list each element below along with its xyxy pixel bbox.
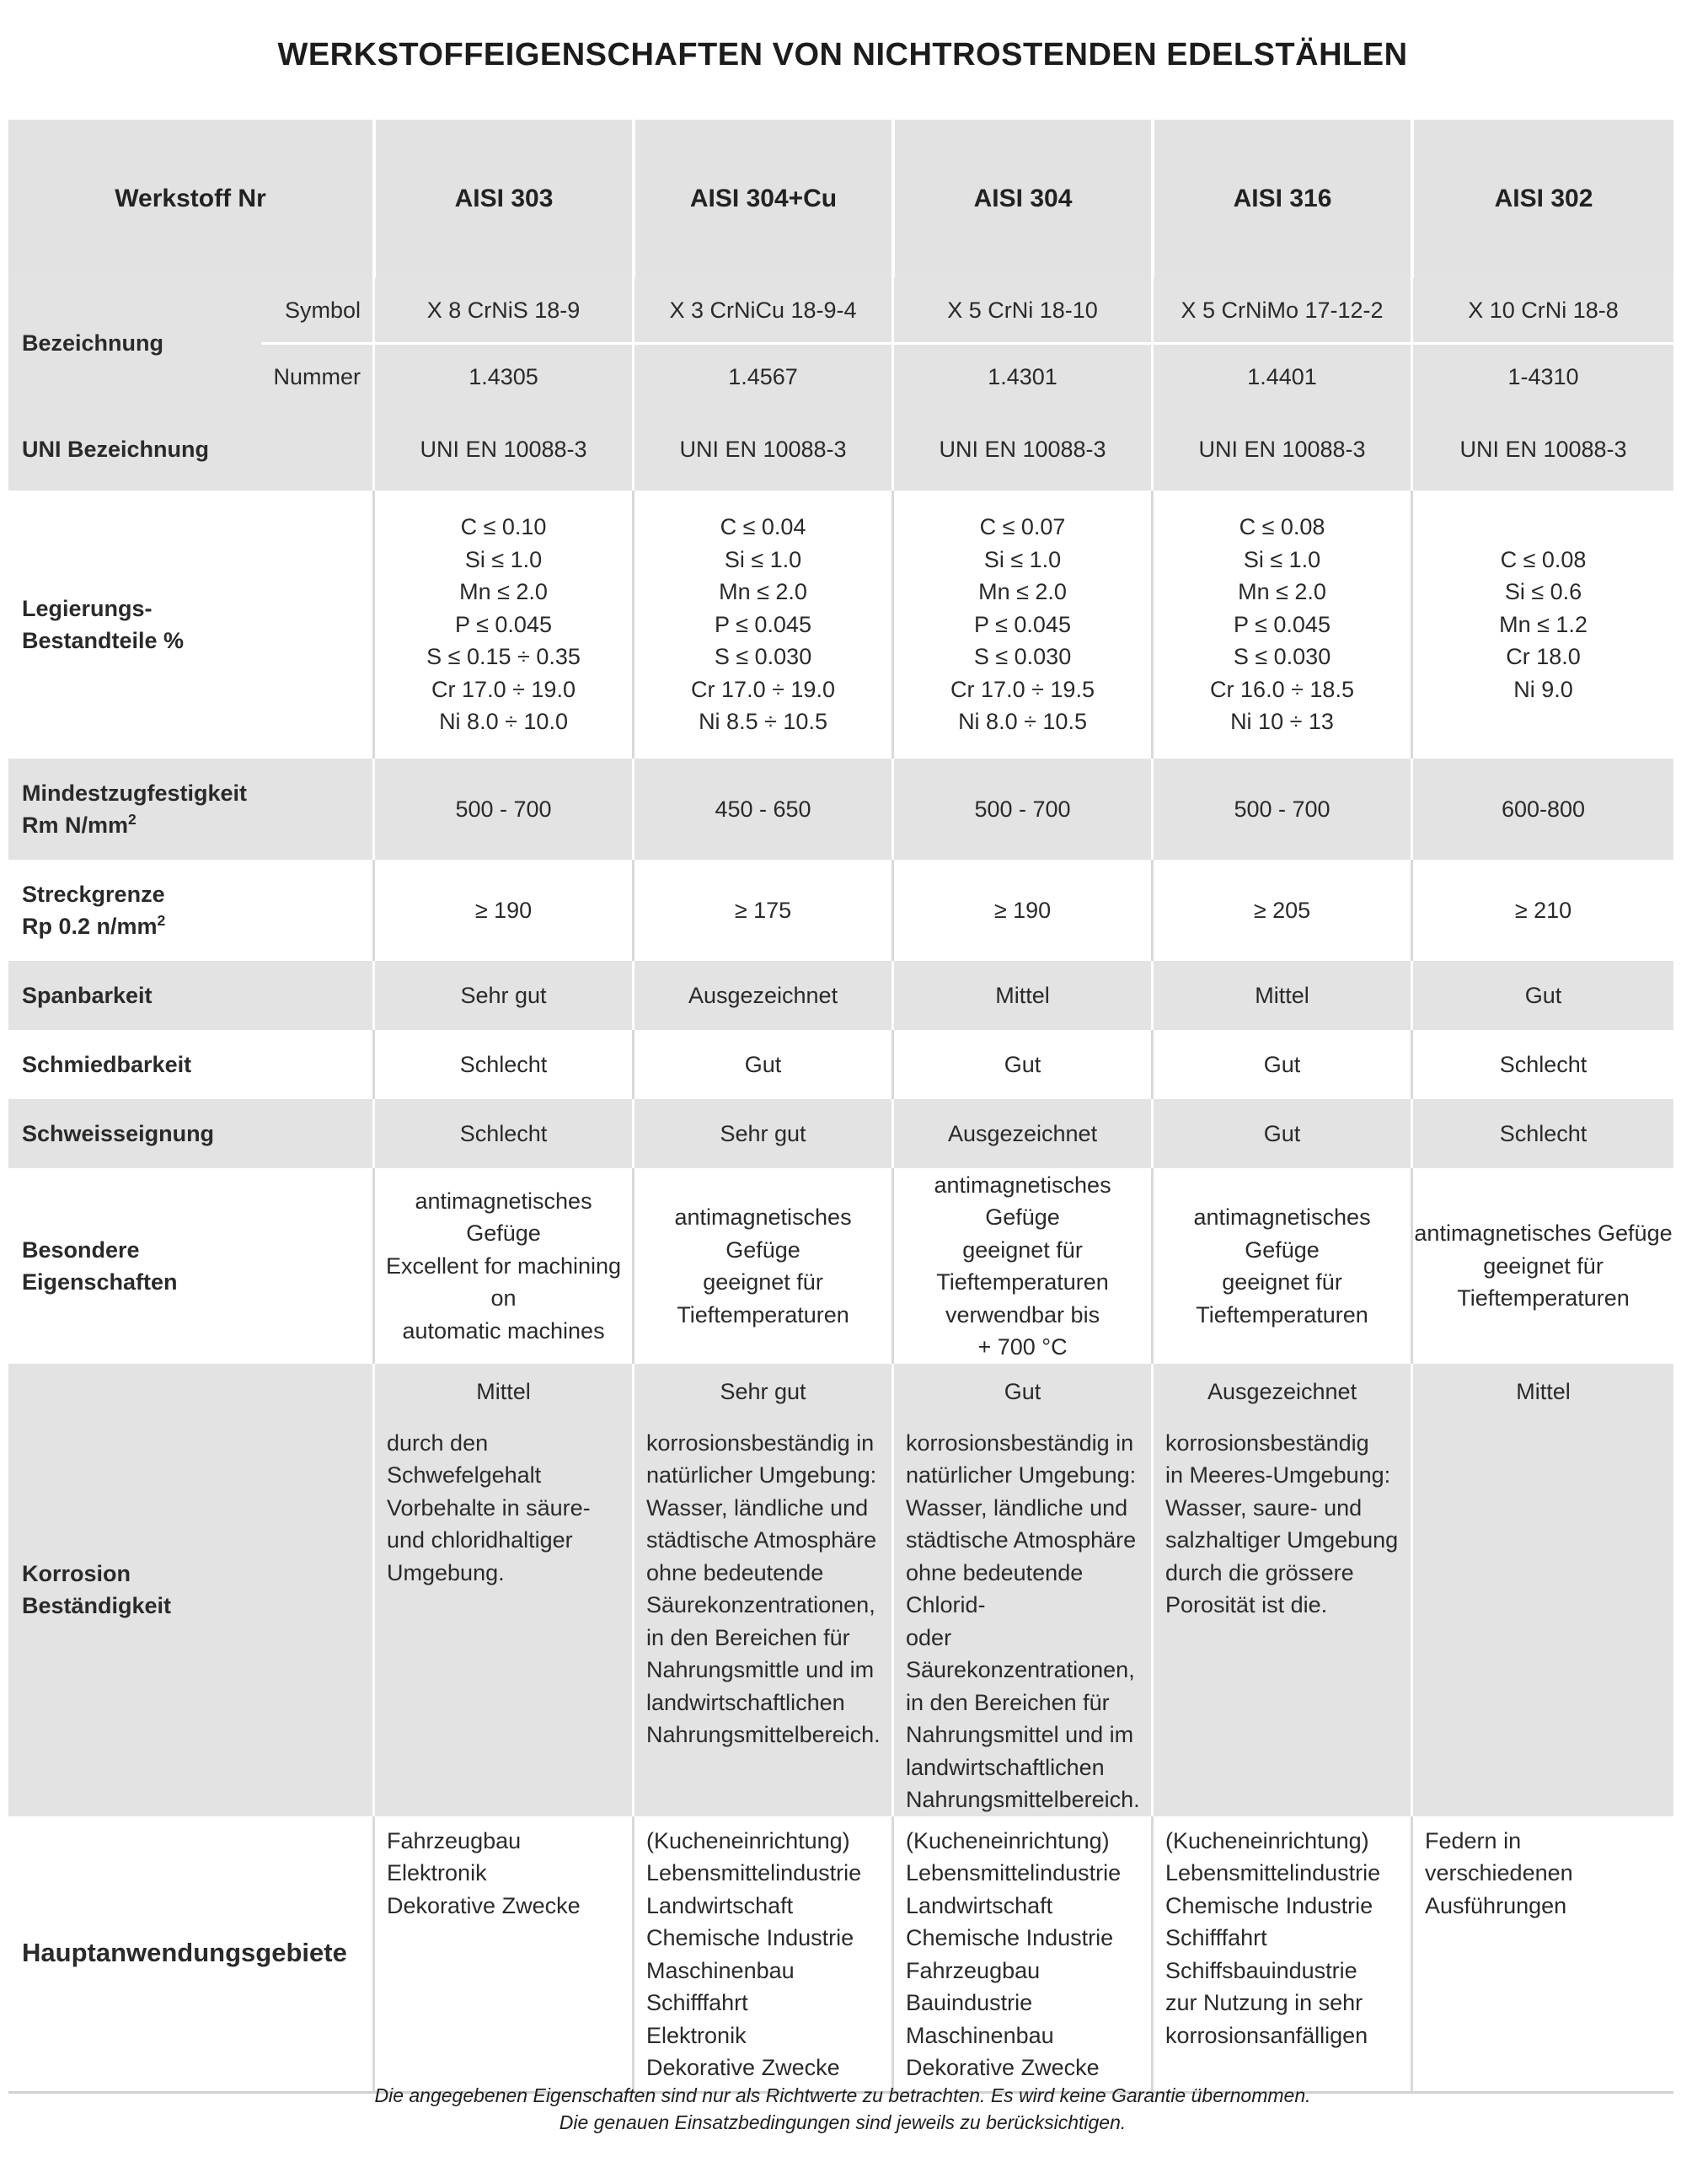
application-item: Federn in verschiedenen bbox=[1425, 1827, 1573, 1885]
cell-uni: UNI EN 10088-3 bbox=[1151, 409, 1411, 491]
cell-nummer: 1.4305 bbox=[372, 345, 632, 409]
cell-schweisseignung: Sehr gut bbox=[632, 1099, 891, 1168]
row-label-text: Rp 0.2 n/mm bbox=[22, 914, 158, 939]
application-item: korrosionsanfälligen bbox=[1165, 2022, 1368, 2048]
cell-nummer: 1.4401 bbox=[1151, 345, 1411, 409]
cell-line: Si ≤ 1.0 bbox=[724, 546, 802, 572]
corrosion-text bbox=[1154, 1408, 1411, 1622]
row-label-line bbox=[22, 625, 372, 657]
cell-spanbarkeit: Sehr gut bbox=[372, 961, 632, 1030]
cell-zugfestigkeit: 500 - 700 bbox=[891, 759, 1151, 860]
application-item: Elektronik bbox=[646, 2022, 747, 2048]
header-material: AISI 316 bbox=[1151, 120, 1411, 278]
corrosion-text-line: städtische Atmosphäre bbox=[646, 1527, 877, 1553]
cell-streckgrenze: ≥ 175 bbox=[632, 860, 891, 961]
corrosion-text-line: landwirtschaftlichen bbox=[646, 1689, 845, 1715]
corrosion-text bbox=[375, 1408, 632, 1590]
corrosion-text-line: in den Bereichen für bbox=[646, 1624, 850, 1650]
cell-symbol: X 3 CrNiCu 18-9-4 bbox=[632, 278, 891, 345]
cell-schweisseignung: Schlecht bbox=[372, 1099, 632, 1168]
row-streckgrenze bbox=[8, 860, 1673, 961]
cell-line: S ≤ 0.030 bbox=[714, 644, 812, 670]
cell-line: C ≤ 0.10 bbox=[460, 514, 547, 540]
corrosion-text-line: korrosionsbeständig in bbox=[646, 1429, 875, 1456]
row-schmiedbarkeit bbox=[8, 1030, 1673, 1099]
row-label-bezeichnung: Bezeichnung bbox=[8, 278, 261, 409]
cell-zugfestigkeit: 450 - 650 bbox=[632, 759, 891, 860]
cell-schweisseignung: Ausgezeichnet bbox=[891, 1099, 1151, 1168]
cell-line: Tieftemperaturen bbox=[936, 1269, 1109, 1295]
application-item: Dekorative Zwecke bbox=[906, 2055, 1100, 2080]
cell-line: Ni 9.0 bbox=[1513, 676, 1573, 702]
cell-line: geeignet für bbox=[962, 1236, 1083, 1263]
corrosion-text-line: salzhaltiger Umgebung bbox=[1165, 1527, 1399, 1553]
cell-line: verwendbar bis bbox=[945, 1301, 1100, 1328]
cell-line: antimagnetisches Gefüge bbox=[415, 1188, 592, 1247]
cell-zugfestigkeit: 500 - 700 bbox=[1151, 759, 1411, 860]
cell-line: P ≤ 0.045 bbox=[1234, 611, 1331, 637]
cell-line: P ≤ 0.045 bbox=[715, 611, 811, 637]
row-anwendung bbox=[8, 1816, 1673, 2094]
cell-line: Mn ≤ 2.0 bbox=[978, 579, 1067, 605]
cell-line: Ni 8.0 ÷ 10.0 bbox=[439, 709, 568, 735]
cell-streckgrenze: ≥ 190 bbox=[372, 860, 632, 961]
cell-korrosion bbox=[1411, 1364, 1673, 1816]
cell-line: Si ≤ 1.0 bbox=[1243, 546, 1321, 572]
cell-spanbarkeit: Gut bbox=[1411, 961, 1673, 1030]
application-item: (Kucheneinrichtung) bbox=[646, 1827, 850, 1853]
row-label-line: Mindestzugfestigkeit bbox=[22, 780, 248, 806]
cell-nummer: 1.4301 bbox=[891, 345, 1151, 409]
cell-line: antimagnetisches Gefüge bbox=[1193, 1204, 1371, 1263]
application-item: Landwirtschaft bbox=[646, 1892, 794, 1918]
row-label-korrosion bbox=[8, 1364, 372, 1816]
row-label-spanbarkeit: Spanbarkeit bbox=[8, 961, 372, 1030]
sublabel-nummer: Nummer bbox=[261, 345, 372, 409]
application-item: Lebensmittelindustrie bbox=[1165, 1860, 1381, 1885]
corrosion-rating: Mittel bbox=[1516, 1379, 1571, 1404]
corrosion-text-line: ohne bedeutende Chlorid- bbox=[906, 1559, 1084, 1617]
cell-schweisseignung: Gut bbox=[1151, 1099, 1411, 1168]
cell-symbol: X 5 CrNiMo 17-12-2 bbox=[1151, 278, 1411, 345]
cell-line: Ni 8.5 ÷ 10.5 bbox=[699, 709, 827, 735]
row-label-schweisseignung: Schweisseignung bbox=[8, 1099, 372, 1168]
cell-nummer: 1-4310 bbox=[1411, 345, 1673, 409]
cell-line: C ≤ 0.08 bbox=[1500, 546, 1587, 572]
cell-line: Cr 17.0 ÷ 19.0 bbox=[431, 676, 576, 702]
cell-line: P ≤ 0.045 bbox=[455, 611, 552, 637]
corrosion-text bbox=[894, 1408, 1151, 1816]
cell-schmiedbarkeit: Gut bbox=[891, 1030, 1151, 1099]
cell-korrosion bbox=[632, 1364, 891, 1816]
cell-line: P ≤ 0.045 bbox=[974, 611, 1071, 637]
cell-line: Cr 17.0 ÷ 19.5 bbox=[950, 676, 1095, 702]
corrosion-text-line: Wasser, ländliche und bbox=[646, 1494, 869, 1521]
corrosion-text-line: Säurekonzentrationen, bbox=[646, 1592, 875, 1617]
corrosion-rating: Sehr gut bbox=[720, 1379, 806, 1404]
corrosion-text-line: ohne bedeutende bbox=[646, 1559, 824, 1585]
application-item: Chemische Industrie bbox=[906, 1925, 1114, 1950]
corrosion-rating: Ausgezeichnet bbox=[1207, 1379, 1357, 1404]
application-item: Fahrzeugbau bbox=[906, 1957, 1041, 1983]
sublabel-symbol: Symbol bbox=[261, 278, 372, 345]
cell-line: C ≤ 0.07 bbox=[979, 514, 1066, 540]
cell-line: Ni 10 ÷ 13 bbox=[1230, 709, 1334, 735]
cell-schmiedbarkeit: Schlecht bbox=[372, 1030, 632, 1099]
cell-anwendung bbox=[1151, 1816, 1411, 2094]
cell-line: S ≤ 0.15 ÷ 0.35 bbox=[426, 644, 581, 670]
header-material: AISI 302 bbox=[1411, 120, 1673, 278]
cell-line: Cr 17.0 ÷ 19.0 bbox=[691, 676, 835, 702]
cell-besondere bbox=[1411, 1168, 1673, 1364]
corrosion-text-line: oder Säurekonzentrationen, bbox=[906, 1624, 1135, 1682]
application-item: Ausführungen bbox=[1425, 1892, 1567, 1918]
row-spanbarkeit bbox=[8, 961, 1673, 1030]
application-item: zur Nutzung in sehr bbox=[1165, 1990, 1363, 2015]
corrosion-text-line: in Meeres-Umgebung: bbox=[1165, 1462, 1391, 1488]
cell-line: Excellent for machining on bbox=[385, 1252, 622, 1311]
row-besondere bbox=[8, 1168, 1673, 1364]
corrosion-text-line: natürlicher Umgebung: bbox=[906, 1462, 1137, 1488]
cell-korrosion bbox=[372, 1364, 632, 1816]
cell-line: S ≤ 0.030 bbox=[973, 644, 1072, 670]
row-label-streckgrenze bbox=[8, 860, 372, 961]
header-row-label: Werkstoff Nr bbox=[8, 120, 372, 278]
application-item: Maschinenbau bbox=[646, 1957, 795, 1983]
cell-besondere bbox=[372, 1168, 632, 1364]
row-label-line: Legierungs- bbox=[22, 595, 153, 621]
corrosion-text-line: durch die grössere bbox=[1165, 1559, 1354, 1585]
disclaimer-line-1: Die angegebenen Eigenschaften sind nur als Richtwerte zu betrachten. Es wird keine Garantie übernommen. bbox=[374, 2084, 1311, 2106]
cell-symbol: X 10 CrNi 18-8 bbox=[1411, 278, 1673, 345]
cell-symbol: X 8 CrNiS 18-9 bbox=[372, 278, 632, 345]
cell-streckgrenze: ≥ 190 bbox=[891, 860, 1151, 961]
cell-uni: UNI EN 10088-3 bbox=[632, 409, 891, 491]
cell-line: S ≤ 0.030 bbox=[1233, 644, 1331, 670]
cell-streckgrenze: ≥ 210 bbox=[1411, 860, 1673, 961]
cell-schweisseignung: Schlecht bbox=[1411, 1099, 1673, 1168]
row-label-text: Rm N/mm bbox=[22, 813, 129, 838]
cell-anwendung bbox=[1411, 1816, 1673, 2094]
cell-line: Si ≤ 1.0 bbox=[983, 546, 1062, 572]
cell-uni: UNI EN 10088-3 bbox=[891, 409, 1151, 491]
cell-line: antimagnetisches Gefüge bbox=[1414, 1220, 1673, 1247]
cell-spanbarkeit: Ausgezeichnet bbox=[632, 961, 891, 1030]
cell-line: antimagnetisches Gefüge bbox=[934, 1172, 1111, 1230]
application-item: Landwirtschaft bbox=[906, 1892, 1053, 1918]
application-item: Schiffsbauindustrie bbox=[1165, 1957, 1357, 1983]
application-list bbox=[894, 1816, 1151, 2084]
cell-line: Cr 16.0 ÷ 18.5 bbox=[1210, 676, 1354, 702]
cell-besondere bbox=[632, 1168, 891, 1364]
cell-besondere bbox=[1151, 1168, 1411, 1364]
cell-line: Tieftemperaturen bbox=[1196, 1301, 1368, 1328]
row-label-line bbox=[22, 910, 372, 943]
corrosion-text-line: und chloridhaltiger bbox=[387, 1527, 573, 1553]
cell-korrosion bbox=[1151, 1364, 1411, 1816]
corrosion-text-line: korrosionsbeständig bbox=[1165, 1429, 1369, 1456]
row-korrosion bbox=[8, 1364, 1673, 1816]
cell-line: C ≤ 0.04 bbox=[720, 514, 806, 540]
cell-legierung bbox=[372, 491, 632, 759]
cell-besondere bbox=[891, 1168, 1151, 1364]
cell-line: Si ≤ 1.0 bbox=[464, 546, 543, 572]
header-row bbox=[8, 120, 1673, 278]
row-schweisseignung bbox=[8, 1099, 1673, 1168]
corrosion-text-line: durch den Schwefelgehalt bbox=[387, 1429, 542, 1488]
application-item: Bauindustrie bbox=[906, 1990, 1033, 2015]
application-list bbox=[375, 1816, 632, 1923]
application-item: (Kucheneinrichtung) bbox=[906, 1827, 1110, 1853]
corrosion-text bbox=[634, 1408, 891, 1751]
header-material: AISI 304 bbox=[891, 120, 1151, 278]
cell-zugfestigkeit: 500 - 700 bbox=[372, 759, 632, 860]
cell-anwendung bbox=[632, 1816, 891, 2094]
cell-line: geeignet für bbox=[1483, 1252, 1604, 1279]
row-zugfestigkeit bbox=[8, 759, 1673, 860]
row-label-uni: UNI Bezeichnung bbox=[8, 409, 372, 491]
application-list bbox=[1154, 1816, 1411, 2052]
application-item: Schifffahrt bbox=[646, 1990, 748, 2015]
cell-line: Tieftemperaturen bbox=[677, 1301, 849, 1328]
cell-line: Mn ≤ 1.2 bbox=[1499, 611, 1588, 637]
cell-schmiedbarkeit: Gut bbox=[1151, 1030, 1411, 1099]
row-label-line bbox=[22, 809, 372, 842]
cell-schmiedbarkeit: Schlecht bbox=[1411, 1030, 1673, 1099]
cell-line: Mn ≤ 2.0 bbox=[1238, 579, 1326, 605]
cell-line: Cr 18.0 bbox=[1506, 644, 1581, 670]
cell-line: geeignet für bbox=[1222, 1269, 1342, 1295]
row-label-legierung bbox=[8, 491, 372, 759]
corrosion-text-line: Nahrungsmittle und im bbox=[646, 1657, 875, 1682]
cell-anwendung bbox=[372, 1816, 632, 2094]
application-item: Elektronik bbox=[387, 1860, 487, 1885]
superscript: 2 bbox=[128, 811, 137, 828]
cell-korrosion bbox=[891, 1364, 1151, 1816]
cell-nummer: 1.4567 bbox=[632, 345, 891, 409]
application-list bbox=[634, 1816, 891, 2084]
cell-line: Mn ≤ 2.0 bbox=[459, 579, 548, 605]
cell-line: Si ≤ 0.6 bbox=[1504, 579, 1582, 605]
row-label-zugfestigkeit bbox=[8, 759, 372, 860]
properties-table bbox=[8, 120, 1673, 2094]
cell-line: automatic machines bbox=[402, 1317, 605, 1344]
row-label-anwendung: Hauptanwendungsgebiete bbox=[8, 1816, 372, 2094]
disclaimer-line-2: Die genauen Einsatzbedingungen sind jeweils zu berücksichtigen. bbox=[559, 2111, 1127, 2133]
corrosion-text-line: Nahrungsmittelbereich. bbox=[906, 1787, 1140, 1812]
application-item: Chemische Industrie bbox=[1165, 1892, 1373, 1918]
corrosion-text-line: Wasser, ländliche und bbox=[906, 1494, 1128, 1521]
cell-line: Mn ≤ 2.0 bbox=[719, 579, 807, 605]
corrosion-text-line: korrosionsbeständig in bbox=[906, 1429, 1134, 1456]
row-label-besondere bbox=[8, 1168, 372, 1364]
cell-spanbarkeit: Mittel bbox=[1151, 961, 1411, 1030]
row-label-text: Eigenschaften bbox=[22, 1269, 178, 1295]
application-item: Chemische Industrie bbox=[646, 1925, 854, 1950]
cell-streckgrenze: ≥ 205 bbox=[1151, 860, 1411, 961]
cell-legierung bbox=[632, 491, 891, 759]
cell-line: geeignet für bbox=[703, 1269, 823, 1295]
cell-uni: UNI EN 10088-3 bbox=[1411, 409, 1673, 491]
corrosion-text bbox=[1413, 1408, 1673, 1427]
row-label-text: Beständigkeit bbox=[22, 1593, 172, 1619]
cell-line: Tieftemperaturen bbox=[1457, 1285, 1630, 1311]
row-label-line: Korrosion bbox=[22, 1560, 131, 1586]
cell-legierung bbox=[1411, 491, 1673, 759]
header-material: AISI 304+Cu bbox=[632, 120, 891, 278]
cell-legierung bbox=[891, 491, 1151, 759]
application-item: Dekorative Zwecke bbox=[646, 2055, 840, 2080]
cell-line: + 700 °C bbox=[977, 1334, 1068, 1360]
row-label-line bbox=[22, 1266, 372, 1299]
row-label-line bbox=[22, 1590, 372, 1623]
cell-uni: UNI EN 10088-3 bbox=[372, 409, 632, 491]
corrosion-text-line: Porosität ist die. bbox=[1165, 1592, 1328, 1617]
cell-schmiedbarkeit: Gut bbox=[632, 1030, 891, 1099]
row-label-text: Bestandteile % bbox=[22, 628, 185, 653]
row-label-line: Streckgrenze bbox=[22, 881, 165, 907]
application-item: Schifffahrt bbox=[1165, 1925, 1267, 1950]
cell-line: C ≤ 0.08 bbox=[1239, 514, 1325, 540]
corrosion-rating: Gut bbox=[1004, 1379, 1041, 1404]
cell-legierung bbox=[1151, 491, 1411, 759]
row-label-line: Besondere bbox=[22, 1236, 140, 1263]
row-label-schmiedbarkeit: Schmiedbarkeit bbox=[8, 1030, 372, 1099]
corrosion-text-line: Nahrungsmittel und im bbox=[906, 1722, 1134, 1747]
corrosion-text-line: Vorbehalte in säure- bbox=[387, 1494, 591, 1521]
corrosion-text-line: städtische Atmosphäre bbox=[906, 1527, 1137, 1553]
corrosion-rating: Mittel bbox=[476, 1379, 531, 1404]
header-material: AISI 303 bbox=[372, 120, 632, 278]
row-legierung bbox=[8, 491, 1673, 759]
corrosion-text-line: landwirtschaftlichen bbox=[906, 1754, 1105, 1780]
application-item: Dekorative Zwecke bbox=[387, 1892, 581, 1918]
cell-anwendung bbox=[891, 1816, 1151, 2094]
application-list bbox=[1413, 1816, 1673, 1923]
application-item: Maschinenbau bbox=[906, 2022, 1054, 2048]
superscript: 2 bbox=[157, 912, 166, 929]
cell-zugfestigkeit: 600-800 bbox=[1411, 759, 1673, 860]
application-item: Lebensmittelindustrie bbox=[906, 1860, 1122, 1885]
cell-symbol: X 5 CrNi 18-10 bbox=[891, 278, 1151, 345]
row-bezeichnung-symbol bbox=[8, 278, 1673, 345]
corrosion-text-line: Nahrungsmittelbereich. bbox=[646, 1722, 881, 1747]
cell-line: Ni 8.0 ÷ 10.5 bbox=[958, 709, 1087, 735]
row-uni bbox=[8, 409, 1673, 491]
application-item: (Kucheneinrichtung) bbox=[1165, 1827, 1369, 1853]
page-title: WERKSTOFFEIGENSCHAFTEN VON NICHTROSTENDEN EDELSTÄHLEN bbox=[277, 37, 1408, 72]
cell-spanbarkeit: Mittel bbox=[891, 961, 1151, 1030]
application-item: Lebensmittelindustrie bbox=[646, 1860, 862, 1885]
application-item: Fahrzeugbau bbox=[387, 1827, 522, 1853]
corrosion-text-line: in den Bereichen für bbox=[906, 1689, 1110, 1715]
corrosion-text-line: natürlicher Umgebung: bbox=[646, 1462, 877, 1488]
corrosion-text-line: Wasser, saure- und bbox=[1165, 1494, 1363, 1521]
corrosion-text-line: Umgebung. bbox=[387, 1559, 505, 1585]
cell-line: antimagnetisches Gefüge bbox=[674, 1204, 852, 1263]
